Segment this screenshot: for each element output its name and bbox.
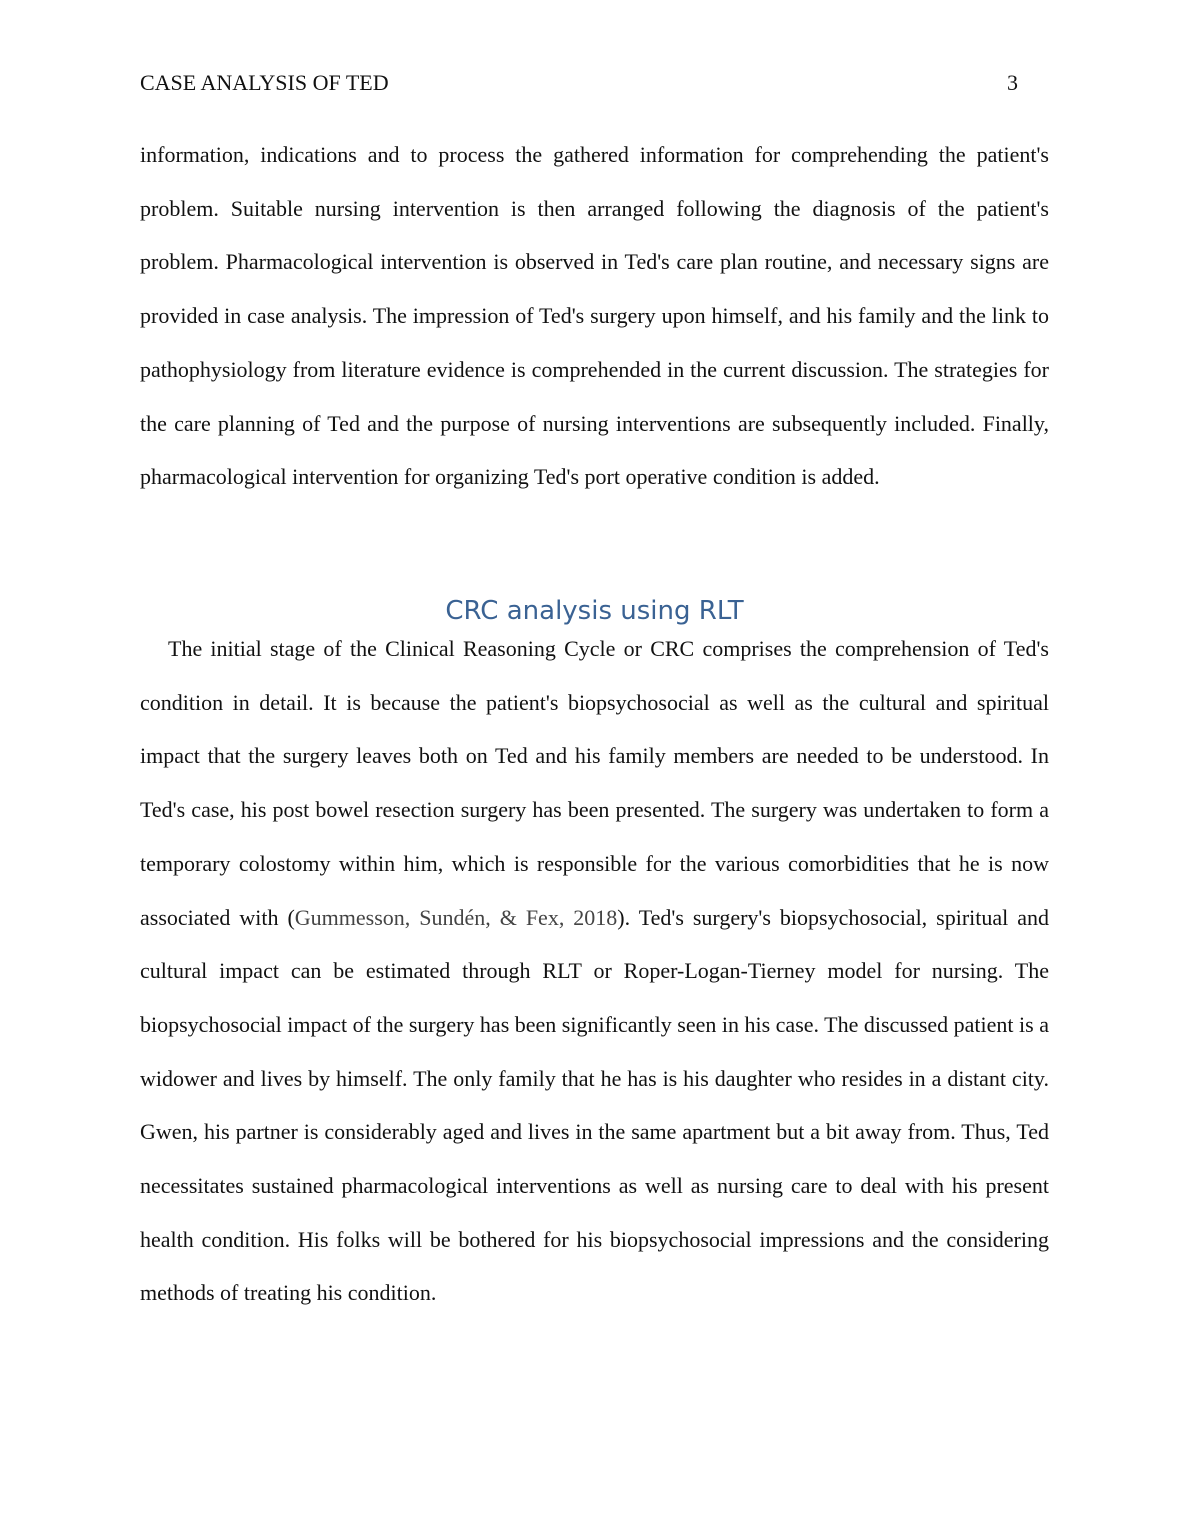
citation: Gummesson, Sundén, & Fex, 2018	[294, 904, 618, 930]
intro-paragraph: information, indications and to process the gathered information for comprehending the patient's problem. Suitable nursing intervention is then arranged following the diagnosis of the patient's problem. Pharmacological intervention is observed in Ted's care plan routine, and necessary signs are provided in case analysis. The impression of Ted's surgery upon himself, and his family and the link to pathophysiology from literature evidence is comprehended in the current discussion. The strategies for the care planning of Ted and the purpose of nursing interventions are subsequently included. Finally, pharmacological intervention for organizing Ted's port operative condition is added.	[140, 142, 1049, 490]
running-title: CASE ANALYSIS OF TED	[140, 70, 389, 95]
page-number: 3	[1007, 70, 1018, 95]
running-header	[140, 68, 1018, 98]
section-heading: CRC analysis using RLT	[445, 596, 744, 626]
paragraph-text-before-citation: The initial stage of the Clinical Reasoning Cycle or CRC comprises the comprehension of Ted's condition in detail. It is because the patient's biopsychosocial as well as the cultural and spiritual impact that the surgery leaves both on Ted and his family members are needed to be understood. In Ted's case, his post bowel resection surgery has been presented. The surgery was undertaken to form a temporary colostomy within him, which is responsible for the various comorbidities that he is now associated with (	[140, 636, 1049, 930]
section-paragraph	[140, 622, 1049, 1320]
paragraph-text-after-citation: ). Ted's surgery's biopsychosocial, spiritual and cultural impact can be estimated through RLT or Roper-Logan-Tierney model for nursing. The biopsychosocial impact of the surgery has been significantly seen in his case. The discussed patient is a widower and lives by himself. The only family that he has is his daughter who resides in a distant city. Gwen, his partner is considerably aged and lives in the same apartment but a bit away from. Thus, Ted necessitates sustained pharmacological interventions as well as nursing care to deal with his present health condition. His folks will be bothered for his biopsychosocial impressions and the considering methods of treating his condition.	[140, 904, 1049, 1306]
